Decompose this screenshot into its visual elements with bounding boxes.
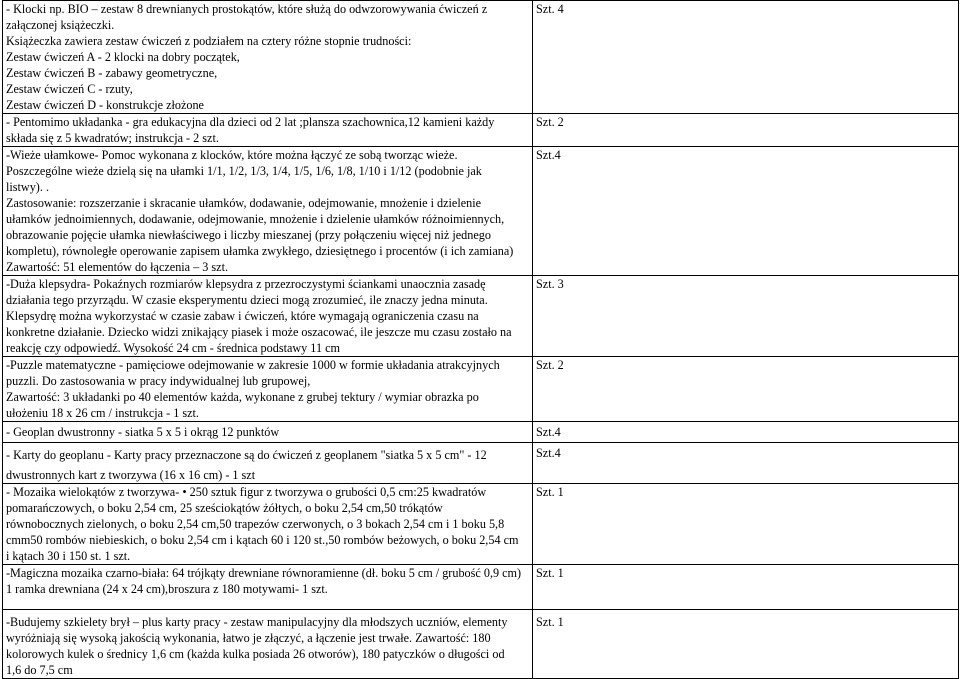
table-row (3, 114, 959, 147)
description-line: Zawartość: 3 układanki po 40 elementów każda, wykonane z grubej tektury / wymiar obrazka po (6, 390, 479, 404)
description-line: reakcję czy odpowiedź. Wysokość 24 cm - średnica podstawy 11 cm (6, 341, 340, 355)
item-description (3, 147, 533, 276)
description-line: Zawartość: 51 elementów do łączenia – 3 szt. (6, 260, 228, 274)
item-description (3, 114, 533, 147)
item-quantity: Szt.4 (533, 443, 959, 484)
description-line: konkretne działanie. Dziecko widzi znikający piasek i może oszacować, ile jeszcze mu czasu zostało na (6, 325, 512, 339)
description-line: ułamków jednoimiennych, dodawanie, odejmowanie, mnożenie i dzielenie ułamków różnoimiennych, (6, 212, 505, 226)
description-line: wyróżniają się wysoką jakością wykonania, łatwo je złączyć, a łączenie jest trwałe. Zawartość: 180 (6, 631, 491, 645)
description-line: -Magiczna mozaika czarno-biała: 64 trójkąty drewniane równoramienne (dł. boku 5 cm / grubość 0,9 cm) (6, 566, 522, 580)
table-row (3, 276, 959, 357)
item-quantity: Szt. 1 (533, 565, 959, 610)
description-line: Klepsydrę można wykorzystać w czasie zabaw i ćwiczeń, które wymagają ograniczenia czasu na (6, 309, 479, 323)
description-line: 1,6 do 7,5 cm (6, 663, 73, 677)
description-line: i kątach 30 i 150 st. 1 szt. (6, 549, 131, 563)
description-line: Książeczka zawiera zestaw ćwiczeń z podziałem na cztery różne stopnie trudności: (6, 34, 412, 48)
table-row (3, 1, 959, 114)
description-line: obrazowanie pojęcie ułamka niewłaściwego i liczby mieszanej (przy połączeniu więcej niż jednego (6, 228, 491, 242)
equipment-table (2, 0, 959, 679)
description-line: 1 ramka drewniana (24 x 24 cm),broszura z 180 motywami- 1 szt. (6, 582, 328, 596)
description-line: - Geoplan dwustronny - siatka 5 x 5 i okrąg 12 punktów (6, 425, 280, 439)
item-description (3, 610, 533, 679)
description-line: działania tego przyrządu. W czasie eksperymentu dzieci mogą zrozumieć, ile znaczy jedna minuta. (6, 293, 488, 307)
description-line: - Karty do geoplanu - Karty pracy przeznaczone są do ćwiczeń z geoplanem "siatka 5 x 5 cm" - 12 (6, 448, 487, 462)
description-line: -Duża klepsydra- Pokaźnych rozmiarów klepsydra z przezroczystymi ściankami unaocznia zasadę (6, 277, 486, 291)
description-line: -Wieże ułamkowe- Pomoc wykonana z klocków, które można łączyć ze sobą tworząc wieże. (6, 148, 458, 162)
description-line: kompletu), równoległe operowanie zapisem ułamka zwykłego, dziesiętnego i procentów (i ich zamiana) (6, 244, 514, 258)
description-line: dwustronnych kart z tworzywa (16 x 16 cm) - 1 szt (6, 468, 256, 482)
description-line: równobocznych zielonych, o boku 2,54 cm,50 trapezów czerwonych, o 3 bokach 2,54 cm i 1 boku 5,8 (6, 517, 505, 531)
item-quantity: Szt. 4 (533, 1, 959, 114)
description-line: kolorowych kulek o średnicy 1,6 cm (każda kulka posiada 26 otworów), 180 patyczków o długości od (6, 647, 505, 661)
description-line: puzzli. Do zastosowania w pracy indywidualnej lub grupowej, (6, 374, 311, 388)
item-quantity: Szt. 2 (533, 357, 959, 422)
description-line: pomarańczowych, o boku 2,54 cm, 25 sześciokątów żółtych, o boku 2,54 cm,50 trókątów (6, 501, 443, 515)
description-line: listwy). . (6, 180, 49, 194)
item-quantity: Szt.4 (533, 147, 959, 276)
description-line: -Puzzle matematyczne - pamięciowe odejmowanie w zakresie 1000 w formie układania atrakcyjnych (6, 358, 500, 372)
description-line: Zestaw ćwiczeń C - rzuty, (6, 82, 133, 96)
table-row (3, 147, 959, 276)
table-row (3, 484, 959, 565)
table-row (3, 565, 959, 610)
description-line: Zestaw ćwiczeń A - 2 klocki na dobry początek, (6, 50, 240, 64)
description-line: - Pentomimo układanka - gra edukacyjna dla dzieci od 2 lat ;plansza szachownica,12 kamieni każdy (6, 115, 495, 129)
description-line: cmm50 rombów niebieskich, o boku 2,54 cm i kątach 60 i 120 st.,50 rombów beżowych, o boku 2,54 cm (6, 533, 519, 547)
description-line: załączonej książeczki. (6, 18, 115, 32)
description-line: - Mozaika wielokątów z tworzywa- • 250 sztuk figur z tworzywa o grubości 0,5 cm:25 kwadratów (6, 485, 487, 499)
table-row (3, 443, 959, 484)
item-quantity: Szt. 3 (533, 276, 959, 357)
table-row (3, 422, 959, 443)
item-description (3, 484, 533, 565)
item-description (3, 276, 533, 357)
item-description (3, 422, 533, 443)
description-line: Zestaw ćwiczeń B - zabawy geometryczne, (6, 66, 218, 80)
table-row (3, 610, 959, 679)
description-line: Poszczególne wieże dzielą się na ułamki 1/1, 1/2, 1/3, 1/4, 1/5, 1/6, 1/8, 1/10 i 1/12 (podobnie jak (6, 164, 482, 178)
description-line: - Klocki np. BIO – zestaw 8 drewnianych prostokątów, które służą do odwzorowywania ćwiczeń z (6, 2, 488, 16)
item-description (3, 443, 533, 484)
item-description (3, 565, 533, 610)
table-row (3, 357, 959, 422)
description-line: Zestaw ćwiczeń D - konstrukcje złożone (6, 98, 204, 112)
item-quantity: Szt. 1 (533, 610, 959, 679)
description-line: -Budujemy szkielety brył – plus karty pracy - zestaw manipulacyjny dla młodszych uczniów, elementy (6, 615, 508, 629)
description-line: Zastosowanie: rozszerzanie i skracanie ułamków, dodawanie, odejmowanie, mnożenie i dzielenie (6, 196, 482, 210)
item-quantity: Szt. 1 (533, 484, 959, 565)
description-line: ułożeniu 18 x 26 cm / instrukcja - 1 szt. (6, 406, 199, 420)
item-quantity: Szt. 2 (533, 114, 959, 147)
item-quantity: Szt.4 (533, 422, 959, 443)
item-description (3, 1, 533, 114)
description-line: składa się z 5 kwadratów; instrukcja - 2 szt. (6, 131, 219, 145)
item-description (3, 357, 533, 422)
